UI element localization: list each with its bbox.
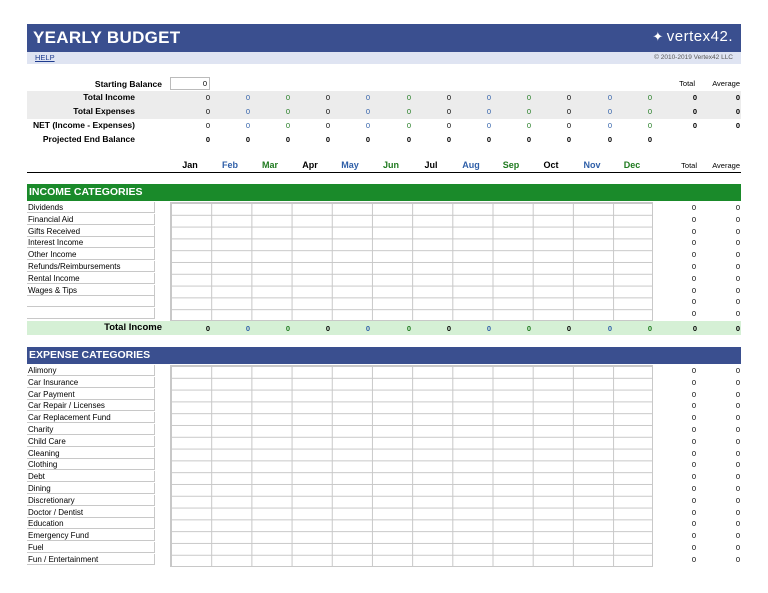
summary-total-header: Total [679, 79, 695, 88]
summary-value: 0 [446, 121, 451, 130]
summary-value: 0 [486, 121, 491, 130]
month-header-mar: Mar [261, 160, 278, 170]
category-label[interactable]: Interest Income [27, 237, 155, 248]
category-average: 0 [735, 425, 740, 434]
total-income-value: 0 [486, 324, 491, 333]
category-total: 0 [691, 273, 696, 283]
category-total: 0 [691, 250, 696, 260]
summary-value: 0 [245, 107, 250, 116]
month-header-apr: Apr [302, 160, 318, 170]
category-label[interactable]: Cleaning [27, 448, 155, 459]
category-total: 0 [691, 436, 696, 446]
category-total: 0 [691, 413, 696, 423]
total-income-value: 0 [647, 324, 652, 333]
category-label[interactable]: Charity [27, 424, 155, 435]
category-label[interactable]: Discretionary [27, 495, 155, 506]
category-average: 0 [735, 519, 740, 529]
summary-value: 0 [325, 121, 330, 130]
category-total: 0 [691, 519, 696, 529]
monthly-entry-grid[interactable] [170, 365, 653, 567]
logo-text: vertex42. [666, 28, 733, 45]
category-label[interactable]: Dining [27, 483, 155, 494]
category-average: 0 [735, 309, 740, 319]
starting-balance-label-wrap [60, 79, 162, 91]
total-income-value: 0 [245, 324, 250, 333]
summary-value: 0 [647, 107, 652, 116]
total-income-value: 0 [406, 324, 411, 333]
month-header-feb: Feb [221, 160, 238, 170]
starting-balance-input[interactable] [170, 77, 210, 90]
summary-value: 0 [205, 121, 210, 130]
summary-label: Total Income [83, 92, 135, 102]
summary-value: 0 [325, 107, 330, 116]
month-header-oct: Oct [543, 160, 559, 170]
months-average-header: Average [712, 161, 740, 170]
category-average: 0 [735, 250, 740, 260]
category-label[interactable]: Car Insurance [27, 377, 155, 388]
category-average: 0 [735, 214, 740, 224]
summary-value: 0 [205, 135, 210, 144]
category-total: 0 [691, 377, 696, 387]
summary-value: 0 [446, 135, 451, 144]
category-label[interactable]: Alimony [27, 365, 155, 376]
summary-total: 0 [692, 93, 697, 102]
summary-value: 0 [365, 121, 370, 130]
summary-value: 0 [406, 93, 411, 102]
category-label[interactable]: Refunds/Reimbursements [27, 261, 155, 272]
category-total: 0 [691, 472, 696, 482]
sub-header [27, 52, 741, 64]
summary-value: 0 [245, 121, 250, 130]
month-header-aug: Aug [462, 160, 480, 170]
category-average: 0 [735, 401, 740, 411]
category-total: 0 [691, 262, 696, 271]
summary-value: 0 [486, 107, 491, 116]
category-average: 0 [735, 484, 740, 493]
category-average: 0 [735, 226, 740, 236]
category-average: 0 [735, 203, 740, 212]
summary-value: 0 [365, 93, 370, 102]
summary-label: Total Expenses [73, 106, 135, 116]
category-total: 0 [691, 297, 696, 307]
category-label[interactable]: Fuel [27, 542, 155, 553]
category-average: 0 [735, 413, 740, 423]
category-label[interactable]: Rental Income [27, 273, 155, 284]
summary-value: 0 [526, 135, 531, 144]
category-label[interactable]: Fun / Entertainment [27, 554, 155, 565]
starting-balance-value: 0 [202, 79, 207, 88]
summary-value: 0 [446, 107, 451, 116]
summary-value: 0 [325, 93, 330, 102]
category-total: 0 [691, 460, 696, 470]
summary-value: 0 [205, 107, 210, 116]
category-total: 0 [691, 285, 696, 295]
summary-value: 0 [285, 107, 290, 116]
category-average: 0 [735, 507, 740, 517]
category-label[interactable]: Financial Aid [27, 214, 155, 225]
category-label[interactable]: Emergency Fund [27, 530, 155, 541]
summary-value: 0 [365, 107, 370, 116]
summary-value: 0 [285, 135, 290, 144]
total-income-value: 0 [285, 324, 290, 333]
vertex42-logo [652, 28, 733, 45]
summary-average: 0 [735, 93, 740, 102]
category-average: 0 [735, 543, 740, 552]
category-average: 0 [735, 554, 740, 564]
category-average: 0 [735, 531, 740, 541]
category-label[interactable] [27, 296, 155, 307]
total-income-label-wrap [60, 322, 162, 334]
summary-average: 0 [735, 121, 740, 130]
category-total: 0 [691, 203, 696, 212]
category-total: 0 [691, 554, 696, 564]
month-header-may: May [341, 160, 359, 170]
month-header-jun: Jun [382, 160, 399, 170]
summary-value: 0 [285, 121, 290, 130]
category-label[interactable]: Dividends [27, 202, 155, 213]
months-underline [27, 172, 741, 173]
starting-balance-label: Starting Balance [94, 79, 162, 89]
month-header-dec: Dec [623, 160, 641, 170]
summary-value: 0 [365, 135, 370, 144]
summary-value: 0 [245, 93, 250, 102]
summary-value: 0 [406, 121, 411, 130]
category-total: 0 [691, 309, 696, 319]
category-label[interactable]: Doctor / Dentist [27, 507, 155, 518]
month-header-sep: Sep [502, 160, 520, 170]
category-label[interactable]: Car Repair / Licenses [27, 400, 155, 411]
category-total: 0 [691, 366, 696, 375]
total-income-value: 0 [526, 324, 531, 333]
category-label[interactable]: Clothing [27, 459, 155, 470]
months-total-header: Total [681, 161, 697, 170]
summary-value: 0 [647, 93, 652, 102]
total-income-value: 0 [205, 324, 210, 333]
page-title: YEARLY BUDGET [33, 28, 181, 47]
summary-label-wrap [28, 134, 135, 146]
category-label[interactable]: Child Care [27, 436, 155, 447]
category-label[interactable]: Debt [27, 471, 155, 482]
summary-total: 0 [692, 107, 697, 116]
summary-value: 0 [486, 135, 491, 144]
summary-label: Projected End Balance [42, 134, 135, 144]
category-average: 0 [735, 238, 740, 248]
category-average: 0 [735, 460, 740, 470]
summary-value: 0 [607, 135, 612, 144]
expense-heading: EXPENSE CATEGORIES [29, 349, 151, 361]
logo-mark-icon: ✦ [652, 29, 664, 44]
summary-value: 0 [406, 135, 411, 144]
summary-value: 0 [446, 93, 451, 102]
category-average: 0 [735, 366, 740, 375]
summary-value: 0 [486, 93, 491, 102]
total-income-value: 0 [607, 324, 612, 333]
summary-value: 0 [285, 93, 290, 102]
month-header-jan: Jan [182, 160, 198, 170]
category-average: 0 [735, 495, 740, 505]
category-total: 0 [691, 543, 696, 552]
total-income-total: 0 [692, 324, 697, 333]
summary-total: 0 [692, 121, 697, 130]
category-total: 0 [691, 484, 696, 493]
total-income-label: Total Income [104, 322, 162, 333]
total-income-value: 0 [365, 324, 370, 333]
total-income-value: 0 [566, 324, 571, 333]
summary-value: 0 [607, 121, 612, 130]
category-label[interactable]: Wages & Tips [27, 285, 155, 296]
category-average: 0 [735, 377, 740, 387]
summary-value: 0 [607, 93, 612, 102]
title-bar [27, 24, 741, 52]
category-average: 0 [735, 273, 740, 283]
category-total: 0 [691, 507, 696, 517]
summary-value: 0 [205, 93, 210, 102]
total-income-value: 0 [325, 324, 330, 333]
category-average: 0 [735, 472, 740, 482]
category-total: 0 [691, 448, 696, 458]
category-total: 0 [691, 214, 696, 224]
summary-value: 0 [607, 107, 612, 116]
category-total: 0 [691, 531, 696, 541]
total-income-value: 0 [446, 324, 451, 333]
category-label[interactable]: Education [27, 518, 155, 529]
summary-label: NET (Income - Expenses) [32, 120, 135, 130]
category-average: 0 [735, 436, 740, 446]
summary-label-wrap [18, 120, 135, 132]
category-average: 0 [735, 285, 740, 295]
summary-value: 0 [526, 121, 531, 130]
summary-value: 0 [325, 135, 330, 144]
summary-average: 0 [735, 107, 740, 116]
category-label[interactable]: Other Income [27, 249, 155, 260]
category-total: 0 [691, 389, 696, 399]
expense-categories-header [27, 347, 741, 364]
category-label[interactable]: Car Replacement Fund [27, 412, 155, 423]
category-label[interactable] [27, 308, 155, 319]
summary-label-wrap [28, 92, 135, 104]
summary-value: 0 [566, 135, 571, 144]
category-total: 0 [691, 226, 696, 236]
monthly-entry-grid[interactable] [170, 202, 653, 321]
category-average: 0 [735, 448, 740, 458]
summary-value: 0 [647, 121, 652, 130]
income-categories-header [27, 184, 741, 201]
income-heading: INCOME CATEGORIES [29, 186, 143, 198]
summary-value: 0 [406, 107, 411, 116]
summary-value: 0 [647, 135, 652, 144]
category-average: 0 [735, 389, 740, 399]
summary-value: 0 [526, 93, 531, 102]
summary-value: 0 [526, 107, 531, 116]
summary-label-wrap [28, 106, 135, 118]
month-header-nov: Nov [583, 160, 601, 170]
category-total: 0 [691, 238, 696, 248]
summary-value: 0 [245, 135, 250, 144]
summary-value: 0 [566, 93, 571, 102]
category-average: 0 [735, 297, 740, 307]
category-total: 0 [691, 495, 696, 505]
category-label[interactable]: Gifts Received [27, 226, 155, 237]
category-label[interactable]: Car Payment [27, 389, 155, 400]
summary-average-header: Average [712, 79, 740, 88]
summary-value: 0 [566, 107, 571, 116]
summary-value: 0 [566, 121, 571, 130]
month-header-jul: Jul [424, 160, 438, 170]
copyright: © 2010-2019 Vertex42 LLC [654, 53, 733, 61]
category-total: 0 [691, 401, 696, 411]
category-average: 0 [735, 262, 740, 271]
category-total: 0 [691, 425, 696, 434]
total-income-average: 0 [735, 324, 740, 333]
help-link[interactable]: HELP [35, 53, 55, 62]
